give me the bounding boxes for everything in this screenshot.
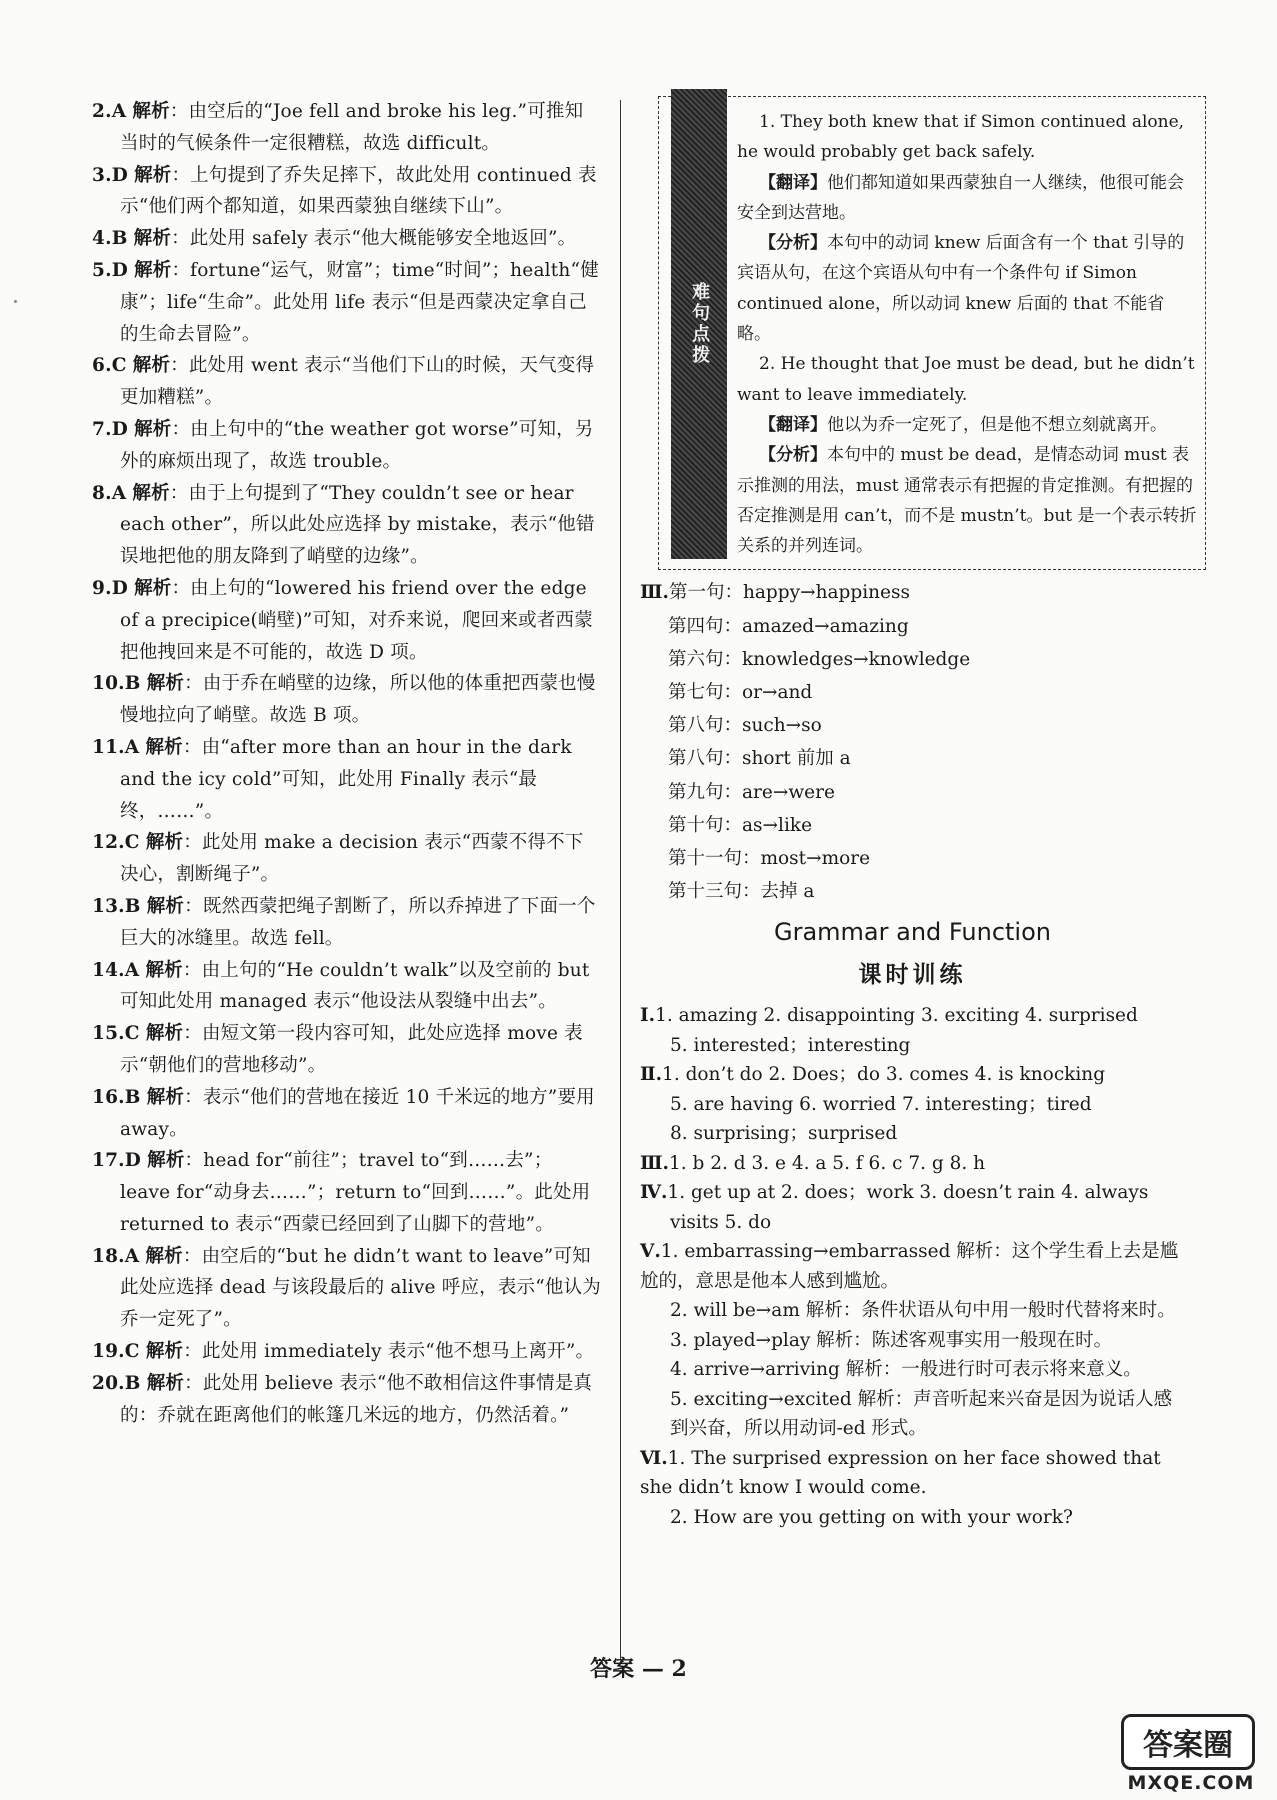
item-answer: A	[124, 959, 140, 981]
item-answer: D	[111, 418, 128, 440]
exercise-text: 5. exciting→excited 解析：声音听起来兴奋是因为说话人感到兴奋，所以用动词-ed 形式。	[670, 1388, 1173, 1440]
answer-item: 20.B 解析：此处用 believe 表示“他不敢相信这件事情是真的：乔就在距离他们的帐篷几米远的地方，仍然活着。”	[92, 1372, 593, 1426]
exercise-line	[640, 1178, 1185, 1208]
item-number: 6.	[92, 355, 112, 377]
box-paragraph-text: 1. They both knew that if Simon continued alone, he would probably get back safely.	[737, 112, 1185, 163]
item-explanation: 此处用 safely 表示“他大概能够安全地返回”。	[189, 228, 577, 250]
item-number: 18.	[92, 1245, 125, 1267]
box-paragraph-text: 本句中的 must be dead，是情态动词 must 表示推测的用法，must 通常表示有把握的肯定推测。有把握的否定推测是用 can’t，而不是 mustn’t。but 是一个表示转折关系的并列连词。	[737, 445, 1197, 557]
exercise-line	[640, 1444, 1185, 1503]
correction-text: 第四句：amazed→amazing	[668, 615, 909, 637]
exercise-roman: Ⅴ.	[640, 1241, 661, 1263]
correction-text: 第八句：short 前加 a	[668, 748, 851, 770]
exercise-line	[640, 1326, 1185, 1356]
exercise-text: 2. will be→am 解析：条件状语从句中用一般时代替将来时。	[670, 1300, 1176, 1322]
exercise-roman: Ⅲ.	[640, 1152, 669, 1174]
item-answer: C	[124, 832, 140, 854]
exercise-line	[640, 1149, 1185, 1179]
exercise-line	[640, 1503, 1185, 1533]
box-paragraph-lead: 【分析】	[759, 445, 827, 466]
item-label: 解析	[132, 355, 171, 377]
exercise-line	[640, 1355, 1185, 1385]
item-label: 解析	[134, 164, 172, 186]
box-paragraph-text: 本句中的动词 knew 后面含有一个 that 引导的宾语从句，在这个宾语从句中有一个条件句 if Simon continued alone，所以动词 knew 后面的 that 不能省略。	[737, 233, 1185, 345]
correction-text: 第七句：or→and	[668, 682, 813, 704]
item-answer: B	[124, 1372, 141, 1394]
watermark-site: MXQE.COM	[1127, 1772, 1255, 1794]
box-paragraph-lead: 【翻译】	[759, 172, 827, 193]
right-column	[640, 96, 1197, 1532]
item-answer: A	[111, 101, 127, 122]
answer-item: 6.C 解析：此处用 went 表示“当他们下山的时候，天气变得更加糟糕”。	[92, 355, 595, 409]
item-answer: A	[124, 1245, 140, 1267]
item-label: 解析	[146, 1372, 185, 1394]
exercise-text: 1. b 2. d 3. e 4. a 5. f 6. c 7. g 8. h	[668, 1152, 986, 1174]
item-label: 解析	[145, 736, 183, 758]
item-answer: C	[124, 1341, 140, 1363]
item-explanation: 由上句的“He couldn’t walk”以及空前的 but 可知此处用 managed 表示“他设法从裂缝中出去”。	[120, 959, 590, 1013]
box-paragraph	[737, 440, 1197, 561]
item-number: 4.	[92, 228, 112, 250]
exercise-text: 4. arrive→arriving 解析：一般进行时可表示将来意义。	[670, 1359, 1142, 1381]
answer-item: 4.B 解析：此处用 safely 表示“他大概能够安全地返回”。	[92, 228, 577, 250]
correction-text: 第十句：as→like	[668, 814, 813, 836]
item-answer: A	[111, 482, 127, 504]
correction-text: 第十三句：去掉 a	[668, 881, 815, 903]
column-divider	[620, 100, 621, 1660]
correction-line	[640, 742, 1185, 775]
item-explanation: 既然西蒙把绳子割断了，所以乔掉进了下面一个巨大的冰缝里。故选 fell。	[120, 895, 596, 949]
item-explanation: 由于上句提到了“They couldn’t see or hear each other”，所以此处应选择 by mistake，表示“他错误地把他的朋友降到了峭壁的边缘”。	[120, 482, 595, 568]
correction-line	[640, 842, 1185, 875]
exercise-line	[640, 1001, 1185, 1031]
answer-item: 15.C 解析：由短文第一段内容可知，此处应选择 move 表示“朝他们的营地移动”。	[92, 1023, 583, 1076]
item-answer: C	[111, 355, 127, 377]
item-answer: C	[124, 1023, 140, 1045]
item-explanation: 由短文第一段内容可知，此处应选择 move 表示“朝他们的营地移动”。	[120, 1023, 583, 1076]
correction-line	[640, 709, 1185, 742]
box-side-label	[671, 89, 727, 559]
item-answer: D	[111, 577, 128, 599]
item-number: 8.	[92, 482, 112, 504]
exercise-text: 2. How are you getting on with your work?	[670, 1506, 1073, 1528]
exercise-roman: Ⅳ.	[640, 1182, 668, 1204]
correction-line	[640, 776, 1185, 809]
correction-line	[640, 576, 1185, 609]
exercise-line	[640, 1385, 1185, 1444]
item-label: 解析	[147, 1150, 185, 1172]
exercise-text: visits 5. do	[670, 1211, 772, 1233]
item-explanation: 此处用 went 表示“当他们下山的时候，天气变得更加糟糕”。	[120, 355, 595, 409]
watermark-logo: 答案圈	[1121, 1714, 1255, 1770]
box-paragraph-lead: 【翻译】	[759, 414, 827, 435]
item-number: 3.	[92, 164, 112, 186]
item-explanation: 表示“他们的营地在接近 10 千米远的地方”要用 away。	[120, 1086, 595, 1140]
item-number: 13.	[92, 895, 125, 917]
item-answer: B	[124, 895, 141, 917]
answer-item: 9.D 解析：由上句的“lowered his friend over the edge of a precipice(峭壁)”可知，对乔来说，爬回来或者西蒙把他拽回来是不可能的，故选 D 项。	[92, 577, 593, 663]
left-column	[92, 96, 602, 1431]
correction-text: 第九句：are→were	[668, 781, 835, 803]
exercise-text: 1. get up at 2. does；work 3. doesn’t rain 4. always	[667, 1182, 1149, 1204]
exercise-text: 5. are having 6. worried 7. interesting；tired	[670, 1093, 1092, 1115]
answer-item: 7.D 解析：由上句中的“the weather got worse”可知，另外的麻烦出现了，故选 trouble。	[92, 418, 594, 472]
item-number: 5.	[92, 259, 112, 281]
item-label: 解析	[145, 959, 183, 981]
item-explanation: 上句提到了乔失足摔下，故此处用 continued 表示“他们两个都知道，如果西蒙独自继续下山”。	[120, 164, 597, 218]
section-heading: Grammar and Function	[774, 918, 1051, 947]
item-number: 11.	[92, 736, 125, 758]
answer-item: 12.C 解析：此处用 make a decision 表示“西蒙不得不下决心，割断绳子”。	[92, 832, 584, 886]
item-explanation: 由“after more than an hour in the dark and the icy cold”可知，此处用 Finally 表示“最终，……”。	[120, 736, 572, 822]
answer-item: 2.A 解析：由空后的“Joe fell and broke his leg.”可推知当时的气候条件一定很糟糕，故选 difficult。	[92, 101, 584, 154]
item-explanation: head for“前往”；travel to“到……去”；leave for“动身去……”；return to“回到……”。此处用returned to 表示“西蒙已经回到了山脚下的营地”。	[120, 1150, 591, 1235]
correction-text: 第八句：such→so	[668, 715, 822, 737]
answer-item: 13.B 解析：既然西蒙把绳子割断了，所以乔掉进了下面一个巨大的冰缝里。故选 fell。	[92, 895, 596, 949]
item-answer: B	[111, 228, 128, 250]
exercise-roman: Ⅵ.	[640, 1447, 668, 1469]
correction-line	[640, 643, 1185, 676]
item-label: 解析	[146, 1086, 185, 1108]
box-paragraph-text: 2. He thought that Joe must be dead, but he didn’t want to leave immediately.	[737, 354, 1195, 405]
item-explanation: 由空后的“Joe fell and broke his leg.”可推知当时的气候条件一定很糟糕，故选 difficult。	[120, 101, 584, 154]
item-answer: A	[124, 736, 140, 758]
exercise-answers	[640, 1001, 1185, 1532]
box-paragraph-text: 他以为乔一定死了，但是他不想立刻就离开。	[827, 414, 1167, 435]
scan-speck	[14, 300, 17, 303]
box-side-label-text: 难句点拨	[689, 282, 711, 367]
item-label: 解析	[145, 832, 184, 854]
correction-text: 第六句：knowledges→knowledge	[668, 648, 971, 670]
exercise-line	[640, 1237, 1185, 1296]
exercise-line	[640, 1208, 1185, 1238]
exercise-line	[640, 1031, 1185, 1061]
exercise-line	[640, 1296, 1185, 1326]
item-number: 2.	[92, 101, 112, 122]
box-paragraph	[737, 107, 1197, 168]
exercise-line	[640, 1119, 1185, 1149]
item-answer: D	[111, 259, 128, 281]
answer-item: 16.B 解析：表示“他们的营地在接近 10 千米远的地方”要用 away。	[92, 1086, 595, 1140]
exercise-text: 1. amazing 2. disappointing 3. exciting 4. surprised	[655, 1005, 1138, 1027]
watermark	[1117, 1714, 1265, 1794]
item-number: 17.	[92, 1150, 125, 1172]
item-explanation: 由空后的“but he didn’t want to leave”可知此处应选择 dead 与该段最后的 alive 呼应，表示“他认为乔一定死了”。	[120, 1245, 602, 1331]
answer-item: 19.C 解析：此处用 immediately 表示“他不想马上离开”。	[92, 1341, 595, 1363]
item-label: 解析	[133, 228, 172, 250]
item-explanation: 由上句中的“the weather got worse”可知，另外的麻烦出现了，故选 trouble。	[120, 418, 594, 472]
item-label: 解析	[145, 1245, 183, 1267]
item-number: 20.	[92, 1372, 125, 1394]
answer-item: 11.A 解析：由“after more than an hour in the dark and the icy cold”可知，此处用 Finally 表示“最终，……”。	[92, 736, 572, 822]
item-number: 12.	[92, 832, 125, 854]
correction-line	[640, 676, 1185, 709]
section-roman: Ⅲ.	[640, 582, 669, 604]
box-paragraph	[737, 349, 1197, 410]
answer-item: 8.A 解析：由于上句提到了“They couldn’t see or hear each other”，所以此处应选择 by mistake，表示“他错误地把他的朋友降到了峭壁的边缘”。	[92, 482, 595, 568]
item-label: 解析	[146, 673, 185, 695]
item-explanation: 由上句的“lowered his friend over the edge of a precipice(峭壁)”可知，对乔来说，爬回来或者西蒙把他拽回来是不可能的，故选 D 项。	[120, 577, 593, 663]
box-paragraph	[737, 410, 1197, 440]
item-label: 解析	[145, 1341, 184, 1363]
exercise-text: 1. embarrassing→embarrassed 解析：这个学生看上去是尴尬的，意思是他本人感到尴尬。	[640, 1241, 1179, 1292]
item-label: 解析	[132, 101, 170, 122]
exercise-text: 1. The surprised expression on her face showed that she didn’t know I would come.	[640, 1447, 1161, 1499]
item-answer: D	[111, 164, 128, 186]
exercise-roman: Ⅰ.	[640, 1005, 656, 1027]
item-label: 解析	[132, 482, 170, 504]
item-number: 14.	[92, 959, 125, 981]
exercise-line	[640, 1060, 1185, 1090]
section-subheading: 课时训练	[858, 960, 967, 988]
item-number: 7.	[92, 418, 112, 440]
item-answer: B	[124, 673, 141, 695]
exercise-text: 5. interested；interesting	[670, 1034, 911, 1056]
answer-item: 3.D 解析：上句提到了乔失足摔下，故此处用 continued 表示“他们两个都知道，如果西蒙独自继续下山”。	[92, 164, 597, 218]
item-number: 15.	[92, 1023, 125, 1045]
item-number: 10.	[92, 673, 125, 695]
correction-text: 第一句：happy→happiness	[668, 582, 910, 604]
exercise-text: 1. don’t do 2. Does；do 3. comes 4. is knocking	[662, 1064, 1106, 1086]
item-label: 解析	[134, 259, 172, 281]
item-number: 9.	[92, 577, 112, 599]
exercise-line	[640, 1090, 1185, 1120]
item-number: 19.	[92, 1341, 125, 1363]
answer-item: 17.D 解析：head for“前往”；travel to“到……去”；leave for“动身去……”；return to“回到……”。此处用returned to 表示“西蒙已经回到了山脚下的营地”。	[92, 1150, 591, 1235]
exercise-text: 3. played→play 解析：陈述客观事实用一般现在时。	[670, 1329, 1113, 1351]
answer-item: 10.B 解析：由于乔在峭壁的边缘，所以他的体重把西蒙也慢慢地拉向了峭壁。故选 B 项。	[92, 673, 596, 727]
answer-item: 18.A 解析：由空后的“but he didn’t want to leave”可知此处应选择 dead 与该段最后的 alive 呼应，表示“他认为乔一定死了”。	[92, 1245, 602, 1331]
item-explanation: 由于乔在峭壁的边缘，所以他的体重把西蒙也慢慢地拉向了峭壁。故选 B 项。	[120, 673, 596, 727]
box-paragraph-text: 他们都知道如果西蒙独自一人继续，他很可能会安全到达营地。	[737, 172, 1184, 223]
item-label: 解析	[145, 1023, 184, 1045]
item-label: 解析	[146, 895, 185, 917]
item-explanation: 此处用 immediately 表示“他不想马上离开”。	[201, 1341, 595, 1363]
item-label: 解析	[134, 577, 172, 599]
correction-text: 第十一句：most→more	[668, 848, 871, 870]
exercise-text: 8. surprising；surprised	[670, 1123, 898, 1145]
item-label: 解析	[134, 418, 172, 440]
correction-line	[640, 610, 1185, 643]
item-explanation: fortune“运气，财富”；time“时间”；health“健康”；life“生命”。此处用 life 表示“但是西蒙决定拿自己的生命去冒险”。	[120, 259, 599, 345]
answer-item: 14.A 解析：由上句的“He couldn’t walk”以及空前的 but 可知此处用 managed 表示“他设法从裂缝中出去”。	[92, 959, 590, 1013]
box-paragraph	[737, 228, 1197, 349]
section-iii	[640, 576, 1185, 908]
item-explanation: 此处用 believe 表示“他不敢相信这件事情是真的：乔就在距离他们的帐篷几米远的地方，仍然活着。”	[120, 1372, 593, 1426]
box-paragraph	[737, 168, 1197, 229]
item-explanation: 此处用 make a decision 表示“西蒙不得不下决心，割断绳子”。	[120, 832, 584, 886]
page-footer: 答案 — 2	[590, 1656, 687, 1682]
difficult-sentence-box	[658, 96, 1206, 570]
correction-line	[640, 809, 1185, 842]
item-number: 16.	[92, 1086, 125, 1108]
exercise-roman: Ⅱ.	[640, 1064, 663, 1086]
box-paragraph-lead: 【分析】	[759, 233, 827, 254]
item-answer: B	[124, 1086, 141, 1108]
correction-line	[640, 875, 1185, 908]
item-answer: D	[124, 1150, 142, 1172]
answer-item: 5.D 解析：fortune“运气，财富”；time“时间”；health“健康”；life“生命”。此处用 life 表示“但是西蒙决定拿自己的生命去冒险”。	[92, 259, 599, 345]
